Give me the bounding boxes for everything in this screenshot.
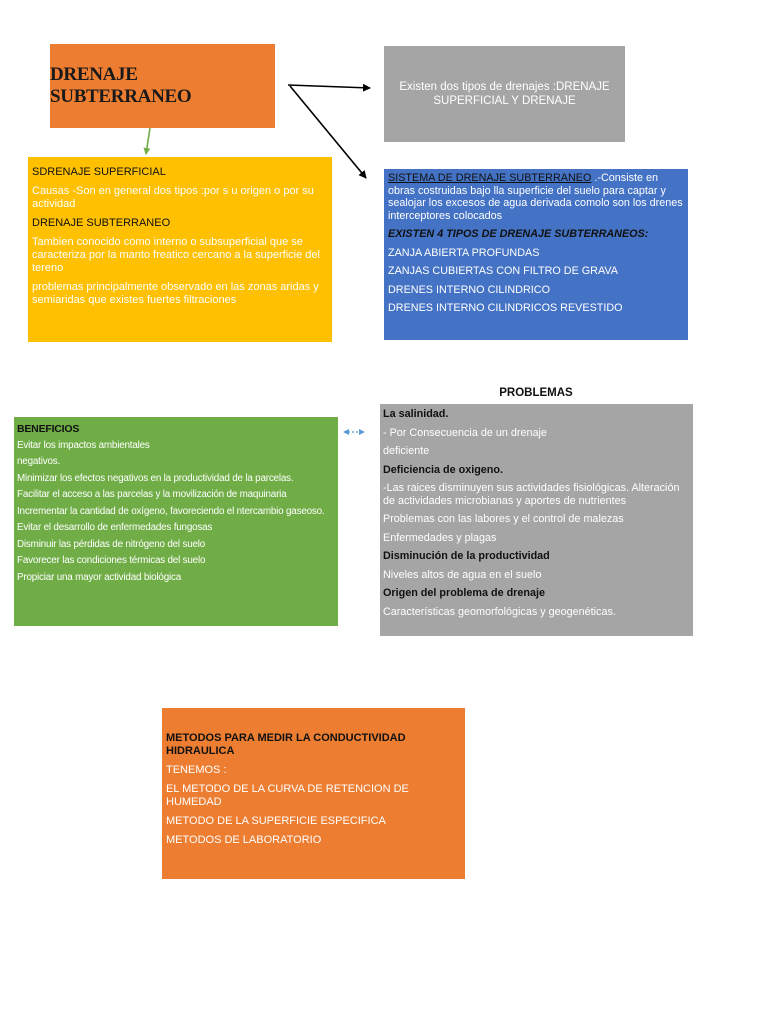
problemas-box: [380, 404, 693, 636]
sistema-heading: SISTEMA DE DRENAJE SUBTERRANEO: [388, 172, 592, 184]
sistema-item: DRENES INTERNO CILINDRICO: [388, 283, 550, 296]
title-box: [50, 44, 275, 128]
beneficios-heading: BENEFICIOS: [17, 423, 80, 435]
problema-oxigeno: Deficiencia de oxigeno.: [383, 463, 503, 476]
problema-text: deficiente: [383, 445, 430, 457]
subterraneo-text: Tambien conocido como interno o subsuperficial que se caracteriza por la manto freatico cercano a la superficie del tereno: [32, 236, 320, 274]
beneficio-item: Evitar los impactos ambientales: [17, 439, 150, 451]
problemas-heading: PROBLEMAS: [499, 387, 573, 399]
superficial-box: [28, 157, 332, 342]
metodo-item: TENEMOS :: [166, 764, 227, 776]
problema-text: Enfermedades y plagas: [383, 531, 497, 544]
sistema-item: ZANJA ABIERTA PROFUNDAS: [388, 246, 540, 259]
beneficio-item: negativos.: [17, 456, 61, 467]
beneficio-item: Incrementar la cantidad de oxígeno, favoreciendo el ntercambio gaseoso.: [17, 505, 325, 517]
arrow-to-superficial: [146, 128, 150, 154]
problemas-text: problemas principalmente observado en las zonas aridas y semiaridas que existes fuertes filtraciones: [32, 281, 319, 306]
types-box: [384, 46, 625, 142]
problema-text: - Por Consecuencia de un drenaje: [383, 426, 547, 439]
problema-productividad: Disminución de la productividad: [383, 550, 550, 562]
sistema-item: ZANJAS CUBIERTAS CON FILTRO DE GRAVA: [388, 265, 618, 277]
metodo-item: EL METODO DE LA CURVA DE RETENCION DE HUMEDAD: [166, 783, 409, 808]
arrow-to-types: [288, 85, 370, 88]
problema-text: Niveles altos de agua en el suelo: [383, 568, 542, 581]
problema-text: -Las raices disminuyen sus actividades fisiológicas. Alteración de actividades microbianas y aportes de nutrientes: [383, 482, 680, 507]
sistema-subheading: EXISTEN 4 TIPOS DE DRENAJE SUBTERRANEOS:: [388, 228, 649, 240]
problema-text: Características geomorfológicas y geogenéticas.: [383, 605, 616, 618]
metodo-item: METODOS DE LABORATORIO: [166, 834, 322, 846]
problema-text: Problemas con las labores y el control de malezas: [383, 513, 624, 525]
problema-salinidad: La salinidad.: [383, 408, 449, 420]
sistema-description: .-Consiste en obras costruidas bajo lla superficie del suelo para captar y sealojar los excesos de agua derivada comolo son los drenes interceptores colocados: [388, 172, 683, 222]
beneficio-item: Facilitar el acceso a las parcelas y la movilización de maquinaria: [17, 489, 287, 500]
metodo-item: METODO DE LA SUPERFICIE ESPECIFICA: [166, 815, 386, 827]
problema-origen: Origen del problema de drenaje: [383, 587, 545, 599]
types-text: Existen dos tipos de drenajes :DRENAJE SUPERFICIAL Y DRENAJE: [399, 81, 610, 107]
beneficio-item: Minimizar los efectos negativos en la productividad de la parcelas.: [17, 472, 294, 484]
sistema-box: [384, 169, 688, 340]
metodos-heading: METODOS PARA MEDIR LA CONDUCTIVIDAD HIDRAULICA: [166, 732, 406, 757]
sistema-item: DRENES INTERNO CILINDRICOS REVESTIDO: [388, 302, 623, 314]
title-text: DRENAJE SUBTERRANEO: [50, 64, 192, 107]
beneficio-item: Propiciar una mayor actividad biológica: [17, 571, 182, 583]
metodos-box: [162, 708, 465, 879]
beneficio-item: Disminuir las pérdidas de nitrógeno del suelo: [17, 538, 206, 550]
superficial-heading: SDRENAJE SUPERFICIAL: [32, 166, 166, 178]
beneficio-item: Favorecer las condiciones térmicas del suelo: [17, 555, 206, 566]
superficial-causas: Causas -Son en general dos tipos :por s u origen o por su actividad: [32, 185, 314, 210]
beneficio-item: Evitar el desarrollo de enfermedades fungosas: [17, 522, 213, 533]
subterraneo-heading: DRENAJE SUBTERRANEO: [32, 217, 171, 229]
beneficios-box: [14, 417, 338, 626]
